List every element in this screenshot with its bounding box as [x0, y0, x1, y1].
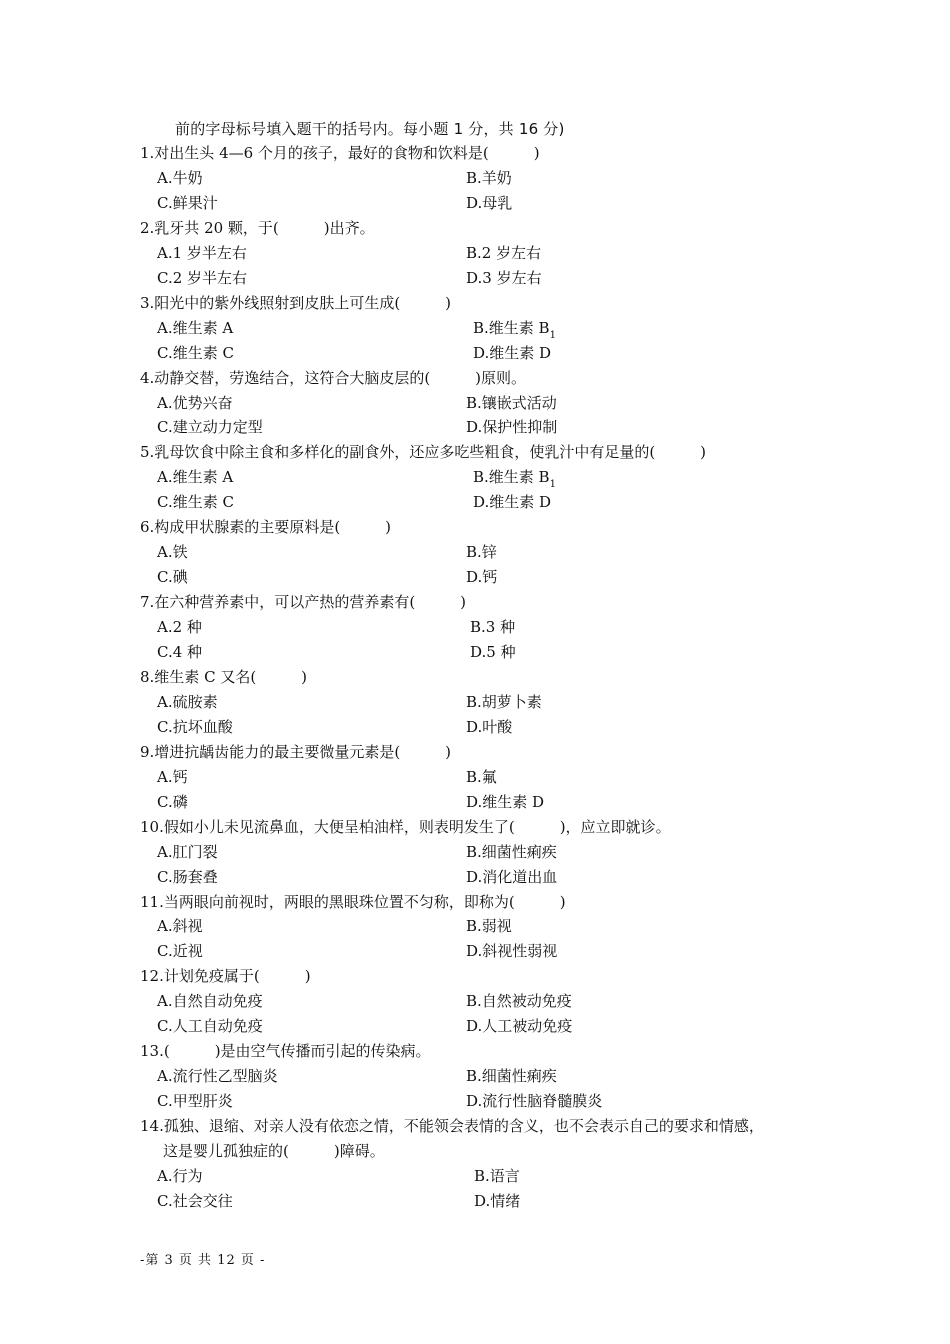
option-b — [466, 692, 542, 712]
option-b — [474, 1166, 520, 1186]
option-text: A.斜视 — [157, 917, 203, 936]
option-b — [473, 318, 556, 346]
option-text: C.社会交往 — [157, 1191, 233, 1210]
option-text: B.细菌性痢疾 — [466, 1067, 557, 1086]
option-text: A.维生素 A — [157, 318, 234, 337]
option-c — [157, 193, 218, 213]
option-text: B.语言 — [474, 1166, 520, 1185]
question-text: 3.阳光中的紫外线照射到皮肤上可生成( ) — [140, 293, 452, 312]
option-subscript: 1 — [549, 329, 556, 341]
option-text: C.磷 — [157, 792, 188, 811]
option-text: A.硫胺素 — [157, 692, 218, 711]
question-text: 1.对出生头 4—6 个月的孩子，最好的食物和饮料是( ) — [140, 144, 540, 162]
option-text: A.行为 — [157, 1166, 203, 1185]
option-text: C.抗坏血酸 — [157, 717, 233, 736]
question-stem — [140, 293, 451, 313]
option-d — [474, 1191, 520, 1211]
option-text: D.维生素 D — [466, 792, 545, 811]
option-text: C.4 种 — [157, 643, 203, 661]
option-text: B.细菌性痢疾 — [466, 842, 557, 861]
option-d — [473, 492, 551, 512]
question-stem — [140, 592, 466, 612]
option-text: A.维生素 A — [157, 468, 234, 487]
option-text: C.甲型肝炎 — [157, 1092, 233, 1111]
option-text: B.自然被动免疫 — [466, 992, 572, 1011]
option-a — [157, 767, 188, 787]
option-d — [466, 417, 557, 437]
option-d — [466, 717, 512, 737]
option-text: A.铁 — [157, 543, 188, 562]
option-c — [157, 717, 233, 737]
option-text: A.钙 — [157, 767, 188, 786]
option-b — [466, 542, 497, 562]
question-stem — [140, 966, 311, 986]
option-text: D.保护性抑制 — [466, 418, 558, 437]
option-text: D.维生素 D — [473, 493, 552, 512]
option-text: B.弱视 — [466, 917, 512, 936]
option-text: B.锌 — [466, 543, 497, 562]
question-stem — [140, 517, 391, 537]
question-text: 5.乳母饮食中除主食和多样化的副食外，还应多吃些粗食，使乳汁中有足量的( ) — [140, 443, 707, 462]
option-a — [157, 916, 203, 936]
question-text: 12.计划免疫属于( ) — [140, 967, 311, 986]
option-text: C.维生素 C — [157, 493, 234, 512]
option-d — [466, 567, 497, 587]
option-a — [157, 393, 233, 413]
option-c — [157, 1191, 233, 1211]
option-d — [466, 1091, 602, 1111]
option-text: C.建立动力定型 — [157, 418, 263, 437]
option-c — [157, 642, 202, 662]
question-stem — [140, 742, 451, 762]
question-text: 14.孤独、退缩、对亲人没有依恋之情，不能领会表情的含义，也不会表示自己的要求和情感， — [140, 1117, 764, 1136]
option-text: D.人工被动免疫 — [466, 1017, 573, 1036]
option-d — [466, 1016, 572, 1036]
option-a — [157, 991, 263, 1011]
option-text: A.流行性乙型脑炎 — [157, 1067, 278, 1086]
question-text: 10.假如小儿未见流鼻血，大便呈柏油样，则表明发生了( )，应立即就诊。 — [140, 817, 671, 836]
option-text: A.优势兴奋 — [157, 393, 233, 412]
option-a — [157, 1166, 203, 1186]
option-b — [466, 991, 572, 1011]
question-stem — [140, 442, 706, 462]
option-b — [466, 842, 557, 862]
option-a — [157, 617, 202, 637]
section-instructions: 前的字母标号填入题干的括号内。每小题 1 分，共 16 分) — [175, 120, 565, 138]
option-b — [466, 168, 512, 188]
option-b — [466, 243, 541, 263]
option-b — [470, 617, 515, 637]
option-c — [157, 941, 203, 961]
option-text: C.2 岁半左右 — [157, 268, 248, 287]
option-c — [157, 343, 234, 363]
option-text: D.消化道出血 — [466, 867, 558, 886]
question-stem — [140, 667, 307, 687]
option-d — [466, 867, 557, 887]
option-text: D.叶酸 — [466, 717, 513, 736]
option-c — [157, 867, 218, 887]
option-c — [157, 268, 247, 288]
option-d — [466, 268, 542, 288]
option-text: A.1 岁半左右 — [157, 243, 247, 262]
question-text: 6.构成甲状腺素的主要原料是( ) — [140, 518, 392, 537]
option-text: B.氟 — [466, 767, 497, 786]
option-a — [157, 1066, 278, 1086]
option-text: D.流行性脑脊髓膜炎 — [466, 1092, 603, 1111]
question-text: 13.( )是由空气传播而引起的传染病。 — [140, 1042, 431, 1061]
option-text: A.自然自动免疫 — [157, 992, 263, 1011]
option-text: B.羊奶 — [466, 168, 512, 187]
question-text-continued: 这是婴儿孤独症的( )障碍。 — [163, 1142, 385, 1160]
option-text: C.碘 — [157, 568, 188, 587]
option-a — [157, 168, 203, 188]
option-a — [157, 243, 247, 263]
option-a — [157, 467, 233, 487]
question-stem — [140, 1041, 431, 1061]
question-stem — [140, 1116, 764, 1136]
option-d — [466, 792, 544, 812]
option-d — [473, 343, 551, 363]
option-subscript: 1 — [549, 479, 556, 491]
option-b — [466, 1066, 557, 1086]
option-text: D.情绪 — [474, 1191, 521, 1210]
question-stem — [140, 368, 526, 388]
option-text: B.维生素 B — [473, 468, 550, 487]
option-text: C.近视 — [157, 942, 203, 961]
option-text: D.5 种 — [470, 643, 516, 661]
option-text: B.胡萝卜素 — [466, 692, 542, 711]
option-a — [157, 318, 233, 338]
option-d — [470, 642, 516, 662]
option-text: A.肛门裂 — [157, 842, 218, 861]
option-d — [466, 941, 557, 961]
option-text: B.3 种 — [470, 618, 516, 637]
option-c — [157, 567, 188, 587]
option-text: C.维生素 C — [157, 343, 234, 362]
option-text: B.镶嵌式活动 — [466, 393, 557, 412]
option-text: A.牛奶 — [157, 168, 203, 187]
question-text: 7.在六种营养素中，可以产热的营养素有( ) — [140, 593, 467, 612]
option-text: D.3 岁左右 — [466, 268, 542, 287]
option-text: B.2 岁左右 — [466, 243, 542, 262]
option-d — [466, 193, 512, 213]
option-c — [157, 1091, 233, 1111]
question-text: 2.乳牙共 20 颗，于( )出齐。 — [140, 218, 375, 237]
question-text: 11.当两眼向前视时，两眼的黑眼珠位置不匀称，即称为( ) — [140, 892, 566, 911]
option-b — [466, 916, 512, 936]
option-text: C.人工自动免疫 — [157, 1017, 263, 1036]
question-stem — [140, 143, 540, 163]
option-text: C.鲜果汁 — [157, 193, 218, 212]
option-text: A.2 种 — [157, 618, 202, 637]
option-c — [157, 1016, 263, 1036]
question-stem — [140, 817, 671, 837]
option-c — [157, 792, 188, 812]
question-stem — [140, 218, 375, 238]
option-a — [157, 692, 218, 712]
option-text: D.斜视性弱视 — [466, 942, 558, 961]
option-text: D.母乳 — [466, 193, 513, 212]
question-text: 9.增进抗龋齿能力的最主要微量元素是( ) — [140, 742, 452, 761]
question-stem — [140, 892, 566, 912]
question-text: 8.维生素 C 又名( ) — [140, 667, 308, 686]
option-c — [157, 417, 263, 437]
option-b — [466, 393, 557, 413]
option-a — [157, 542, 188, 562]
option-c — [157, 492, 234, 512]
option-a — [157, 842, 218, 862]
page-footer: -第 3 页 共 12 页 - — [140, 1253, 266, 1268]
option-text: B.维生素 B — [473, 318, 550, 337]
option-text: D.钙 — [466, 568, 498, 587]
option-b — [466, 767, 497, 787]
option-text: D.维生素 D — [473, 343, 552, 362]
question-text: 4.动静交替，劳逸结合，这符合大脑皮层的( )原则。 — [140, 368, 527, 387]
option-text: C.肠套叠 — [157, 867, 218, 886]
option-b — [473, 467, 556, 495]
